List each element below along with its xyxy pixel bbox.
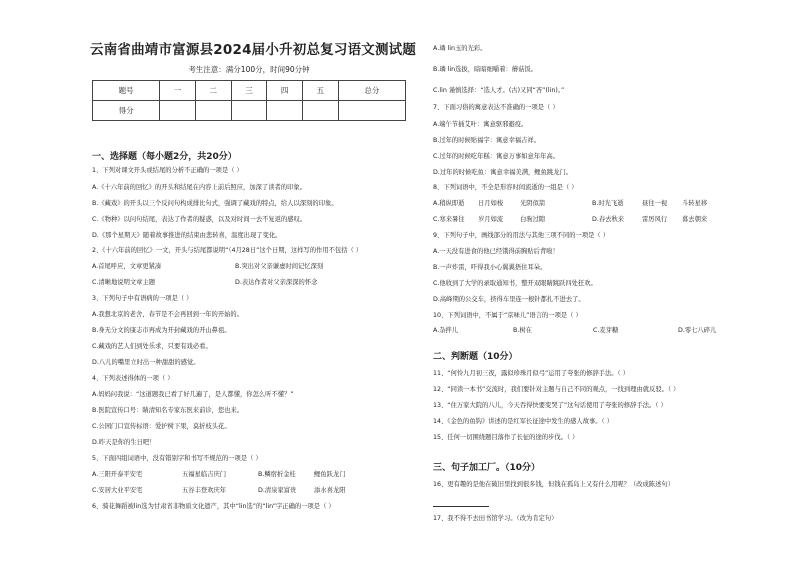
option-line: B.过年的时候贴福字：寓意幸福吉祥。	[433, 137, 541, 144]
option-line: A.三阳开泰平安宅	[92, 471, 143, 478]
score-header-cell: 三	[231, 81, 267, 101]
option-line: A.稍纵即逝	[433, 200, 465, 207]
page-title: 云南省曲靖市富源县2024届小升初总复习语文测试题	[90, 42, 417, 58]
question-line: 1、下列对课文开头或结尾的分析不正确的一项是（ ）	[92, 167, 243, 174]
question-line: 13、“住万家大院的八儿，今天吞得快要变哭了”这句话使用了夸张的修辞手法。（ ）	[433, 402, 667, 409]
option-line: B.树在	[513, 327, 532, 334]
option-line: 五福星临吉庆门	[182, 471, 227, 478]
option-line: D.八儿的嘴里立时出一种甜甜的感觉。	[92, 359, 200, 366]
question-line: 9、下列句子中，画线部分的用法与其他三项不同的一项是（ ）	[433, 232, 610, 239]
question-line: 12、“同读一本书”交流时，我们要针对主题与自己不同的观点，一找到理由就反驳。（ ）	[433, 386, 680, 393]
option-line: C.清晰地说明文章主题	[92, 279, 156, 286]
score-cell[interactable]	[160, 101, 196, 121]
option-line: C.过年的时候吃年糕：寓意万事如意年年高。	[433, 153, 560, 160]
option-line: B.时光飞逝	[592, 200, 624, 207]
option-line: 五谷丰登欢庆年	[182, 487, 227, 494]
option-line: D.高峰期的公交车，挤得车里连一根针都扎不进去了。	[433, 296, 585, 303]
section-heading: 一、选择题（每小题2分，共20分）	[92, 152, 237, 162]
score-header-cell: 总分	[338, 81, 405, 101]
option-line: D.昨天是你的生日吧！	[92, 439, 156, 446]
answer-line[interactable]	[433, 506, 489, 507]
question-line: 15、任何一切围绕题目落作了长征的途的步伐。（ ）	[433, 434, 579, 441]
option-line: 鲤鱼跃龙门	[314, 471, 346, 478]
score-table-header-row	[93, 81, 406, 101]
question-line: 7、下面习俗的寓意表达不准确的一项是（ ）	[433, 104, 559, 111]
option-line: C.麦芽糖	[593, 327, 619, 334]
option-line: B.璘 lin选拔，暗暗细嚼着：蘑菇饭。	[433, 66, 537, 73]
option-line: D.清泉家富贵	[258, 487, 297, 494]
option-line: A.《十六年前的回忆》的开头和结尾在内容上前后照应，加深了读者的印象。	[92, 184, 306, 191]
option-line: A.端午节插艾叶：寓意驱邪避疫。	[433, 121, 528, 128]
option-line: 暮去朝来	[682, 216, 708, 223]
option-line: B.一声炸雷，吓得我小心翼翼捂住耳朵。	[433, 264, 547, 271]
option-line: C.寒来暑往	[433, 216, 465, 223]
question-line: 16、更有趣的是他在破旧里找到很多钱，但钱在孤岛上又有什么用呢？（改成陈述句）	[433, 481, 674, 488]
option-line: D.表达作者对父亲深深的怀念	[235, 279, 318, 286]
question-line: 5、下面四组词语中，没有错别字和书写不规范的一项是（ ）	[92, 455, 262, 462]
option-line: D.春去秋来	[592, 216, 625, 223]
option-line: B.身无分文的康志市再成为开封藏戏的开山鼻祖。	[92, 327, 231, 334]
section-heading: 二、判断题（10分）	[433, 352, 518, 362]
section-heading: 三、句子加工厂。（10分）	[433, 463, 541, 473]
option-line: A.杂拌儿	[433, 327, 459, 334]
option-line: A.首尾呼应，文章更紧凑	[92, 263, 162, 270]
score-cell[interactable]	[338, 101, 405, 121]
score-header-cell: 题号	[93, 81, 160, 101]
score-table-score-row	[93, 101, 406, 121]
option-line: A.妈妈问我说：“这道题我已看了好几遍了，是人都懂，你怎么听不懂？”	[92, 391, 294, 398]
option-line: 斗转星移	[682, 200, 708, 207]
option-line: 添水喜龙阳	[314, 487, 346, 494]
score-cell[interactable]	[303, 101, 339, 121]
option-line: C.安居大业平安宅	[92, 487, 143, 494]
option-line: 岁月如流	[478, 216, 504, 223]
question-line: 10、下列词语中，不属于“京味儿”语言的一项是（ ）	[433, 312, 582, 319]
option-line: A.璘 lin玉的光彩。	[433, 45, 487, 52]
question-line: 8、下列词语中，不全是形容时间流逝的一组是（ ）	[433, 184, 578, 191]
option-line: 日月如梭	[478, 200, 504, 207]
score-header-cell: 五	[303, 81, 339, 101]
score-table	[92, 80, 406, 121]
question-line: 11、“何怜九月初三夜，露似珍珠月似弓”运用了夸张的修辞手法。（ ）	[433, 370, 629, 377]
score-header-cell: 一	[160, 81, 196, 101]
question-line: 17、我不得不去田书馆学习。（改为肯定句）	[433, 515, 558, 522]
question-line: 2、《十六年前的回忆》一文，开头与结尾都说明“（4月28日”这个日期，这样写的作用不包括（ ）	[92, 247, 363, 254]
option-line: D.零七八碎儿	[678, 327, 717, 334]
option-line: B.医院宣传口号：睛清知名专家东医来前诊，您也来。	[92, 407, 244, 414]
score-row-label: 得分	[93, 101, 160, 121]
option-line: 昼往一视	[642, 200, 668, 207]
option-line: A.我想北京的老舍，春节是不会再回到一年的开始的。	[92, 311, 244, 318]
option-line: 光阴似箭	[520, 200, 546, 207]
option-line: 雷厉风行	[642, 216, 668, 223]
question-line: 6、骑花舞蹈被lin选为甘肃省非物质文化遗产，其中“lin选”的“lin”字正确的一项是（ ）	[92, 503, 335, 510]
option-line: B.突出对父亲谦虚时间记忆深刻	[235, 263, 324, 270]
option-line: D.过年的时候吃鱼：寓意幸福美满，鲤鱼跳龙门。	[433, 169, 573, 176]
question-line: 4、下列表述得体的一项（ ）	[92, 375, 174, 382]
score-cell[interactable]	[195, 101, 231, 121]
option-line: A.一天没有进食的他已经饿得前胸贴后背啦！	[433, 248, 559, 255]
score-cell[interactable]	[231, 101, 267, 121]
option-line: B.《藏戏》的开头以三个反问句构成排比句式，强调了藏戏的特点，给人以深刻的印象。	[92, 200, 338, 207]
option-line: C.《物种》以问句结尾，表达了作者的疑惑，以及对时间一去不复返的感叹。	[92, 216, 307, 223]
option-line: 白驹过隙	[520, 216, 546, 223]
question-line: 14、《金色的鱼钩》讲述的是红军长征途中发生的感人故事。（ ）	[433, 418, 614, 425]
option-line: C.他收到了大学的录取通知书，整开双眼睛跳跃四处狂欢。	[433, 280, 597, 287]
option-line: C.藏戏的艺人们到处乐求，只要有戏必看。	[92, 343, 212, 350]
exam-note: 考生注意：满分100分，时间90分钟	[188, 65, 310, 74]
score-header-cell: 二	[195, 81, 231, 101]
option-line: C.公园门口宣传标语：爱护树下果，莫折枝头花。	[92, 423, 231, 430]
score-cell[interactable]	[267, 101, 303, 121]
option-line: B.鳞宿折金桂	[258, 471, 296, 478]
option-line: C.lin 谨慎选择：“选人才。(古)又同“吝”(lin)。”	[433, 87, 565, 94]
score-header-cell: 四	[267, 81, 303, 101]
question-line: 3、下列句子中有语病的一项是（ ）	[92, 295, 193, 302]
option-line: D.《那个星期天》随着故事推进的结束由悲转喜，温度出现了变化。	[92, 232, 282, 239]
